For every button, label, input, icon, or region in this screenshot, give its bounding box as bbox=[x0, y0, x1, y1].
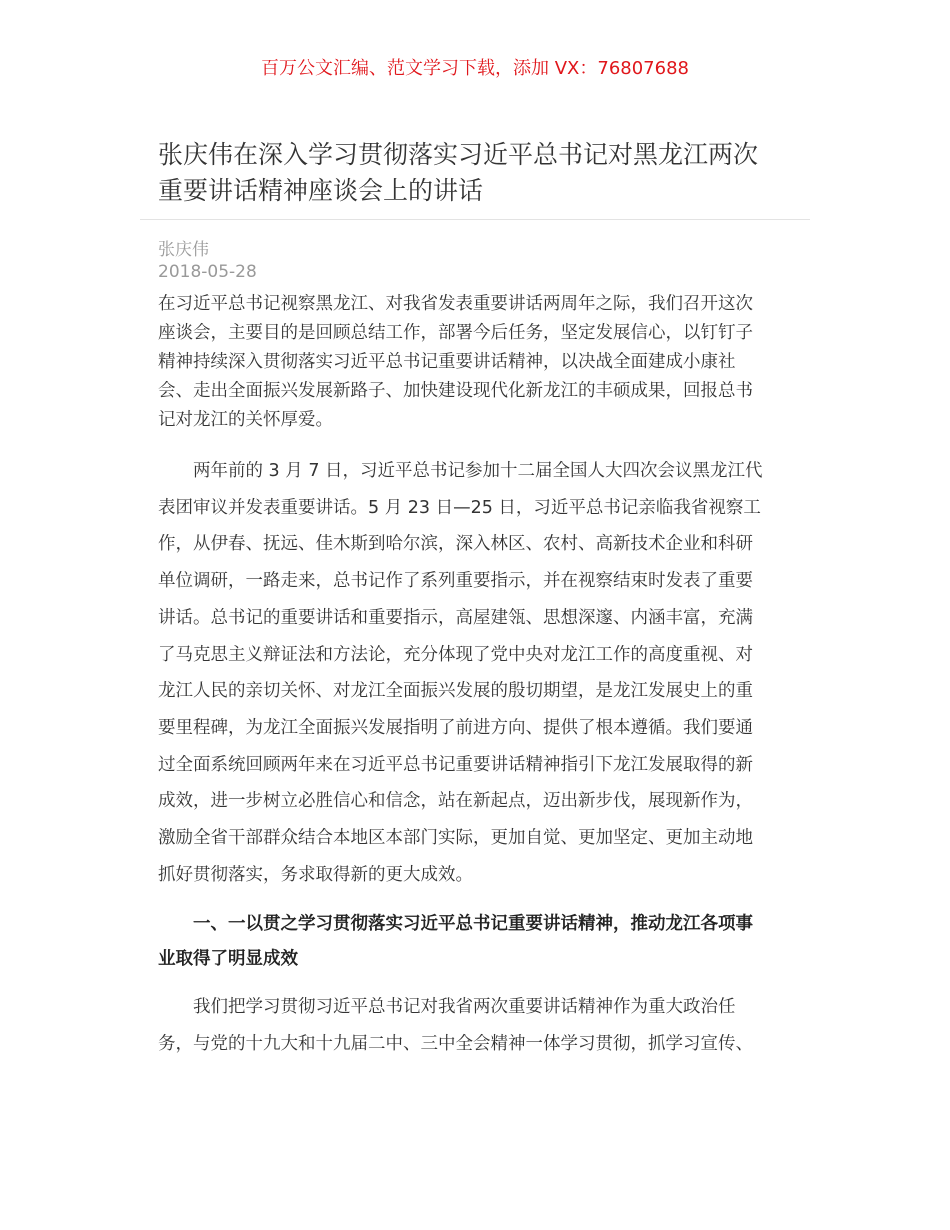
paragraph-line: 会、走出全面振兴发展新路子、加快建设现代化新龙江的丰硕成果，回报总书 bbox=[158, 381, 753, 401]
paragraph-line: 作，从伊春、抚远、佳木斯到哈尔滨，深入林区、农村、高新技术企业和科研 bbox=[158, 534, 753, 555]
paragraph-line: 单位调研，一路走来，总书记作了系列重要指示，并在视察结束时发表了重要 bbox=[158, 571, 753, 592]
page-title bbox=[158, 137, 808, 209]
paragraph-line: 记对龙江的关怀厚爱。 bbox=[158, 410, 333, 430]
paragraph-line: 激励全省干部群众结合本地区本部门实际，更加自觉、更加坚定、更加主动地 bbox=[158, 828, 753, 848]
paragraph-line: 两年前的 3 月 7 日，习近平总书记参加十二届全国人大四次会议黑龙江代 bbox=[158, 461, 763, 481]
title-line: 重要讲话精神座谈会上的讲话 bbox=[158, 176, 484, 205]
section-heading-line: 一、一以贯之学习贯彻落实习近平总书记重要讲话精神，推动龙江各项事 bbox=[158, 914, 753, 934]
paragraph-line: 成效，进一步树立必胜信心和信念，站在新起点，迈出新步伐，展现新作为， bbox=[158, 791, 753, 812]
title-divider bbox=[140, 219, 810, 220]
paragraph-line: 精神持续深入贯彻落实习近平总书记重要讲话精神，以决战全面建成小康社 bbox=[158, 352, 736, 372]
paragraph-line: 我们把学习贯彻习近平总书记对我省两次重要讲话精神作为重大政治任 bbox=[158, 997, 736, 1017]
section-heading-line: 业取得了明显成效 bbox=[158, 949, 298, 969]
promo-banner: 百万公文汇编、范文学习下载，添加 VX：76807688 bbox=[261, 58, 689, 79]
paragraph-line: 抓好贯彻落实，务求取得新的更大成效。 bbox=[158, 864, 473, 885]
paragraph-line: 了马克思主义辩证法和方法论，充分体现了党中央对龙江工作的高度重视、对 bbox=[158, 644, 753, 665]
paragraph-line: 务，与党的十九大和十九届二中、三中全会精神一体学习贯彻，抓学习宣传、 bbox=[158, 1034, 753, 1054]
title-line: 张庆伟在深入学习贯彻落实习近平总书记对黑龙江两次 bbox=[158, 140, 759, 169]
paragraph-line: 龙江人民的亲切关怀、对龙江全面振兴发展的殷切期望，是龙江发展史上的重 bbox=[158, 681, 753, 702]
paragraph-line: 表团审议并发表重要讲话。5 月 23 日—25 日，习近平总书记亲临我省视察工 bbox=[158, 497, 761, 518]
paragraph-line: 座谈会，主要目的是回顾总结工作，部署今后任务，坚定发展信心，以钉钉子 bbox=[158, 323, 753, 343]
paragraph-line: 要里程碑，为龙江全面振兴发展指明了前进方向、提供了根本遵循。我们要通 bbox=[158, 717, 753, 738]
publish-date: 2018-05-28 bbox=[158, 262, 257, 282]
paragraph-line: 过全面系统回顾两年来在习近平总书记重要讲话精神指引下龙江发展取得的新 bbox=[158, 754, 753, 775]
paragraph-line: 讲话。总书记的重要讲话和重要指示，高屋建瓴、思想深邃、内涵丰富，充满 bbox=[158, 607, 753, 628]
author: 张庆伟 bbox=[158, 240, 209, 260]
paragraph-line: 在习近平总书记视察黑龙江、对我省发表重要讲话两周年之际，我们召开这次 bbox=[158, 294, 753, 314]
